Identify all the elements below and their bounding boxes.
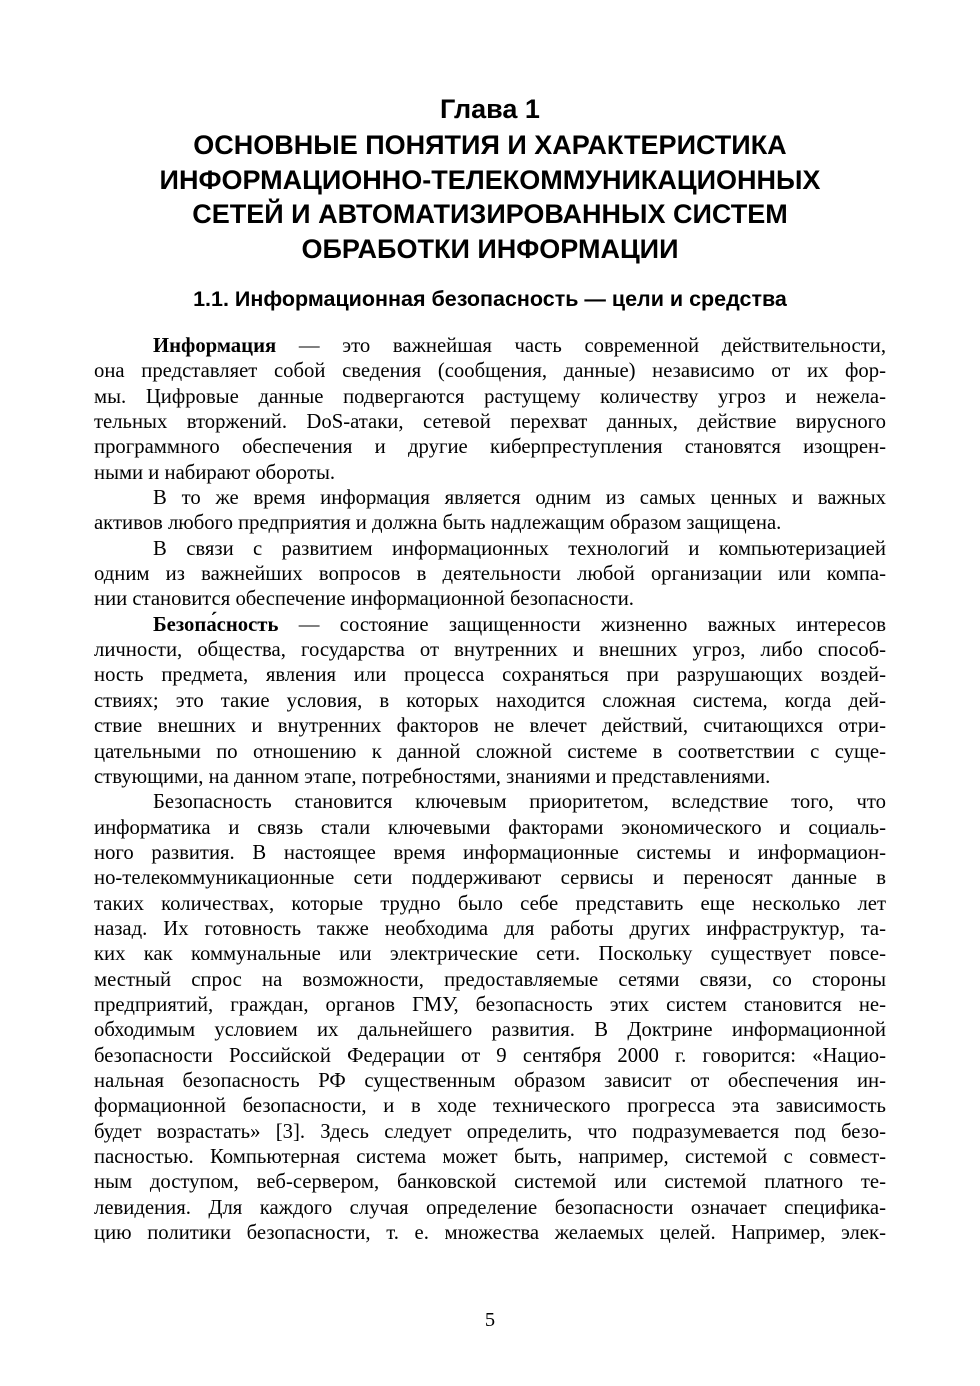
text-line: информатика и связь стали ключевыми факторами экономического и социаль- [94,816,886,839]
text-line: нии становится обеспечение информационной безопасности. [94,588,634,611]
text-line: В то же время информация является одним из самых ценных и важных [153,487,886,510]
text-line: ких как коммунальные или электрические сети. Поскольку существует повсе- [94,943,886,966]
term-security: Безопа́сность [153,613,279,636]
text-line: ность предмета, явления или процесса сохраняться при разрушающих воздей- [94,664,886,687]
line-text: — это важнейшая часть современной действительности, [276,335,886,357]
text-line: формационной безопасности, и в ходе технического прогресса эта зависимость [94,1095,886,1118]
chapter-label: Глава 1 [440,94,540,124]
text-line: личности, общества, государства от внутренних и внешних угроз, либо способ- [94,639,886,662]
text-line: цательными по отношению к данной сложной системе в соответствии с суще- [94,740,886,763]
text-line: цию политики безопасности, т. е. множества желаемых целей. Например, элек- [94,1222,886,1245]
text-line: пасностью. Компьютерная система может быть, например, системой с совмест- [94,1146,886,1168]
chapter-title [40,128,940,266]
text-line: мы. Цифровые данные подвергаются растущему количеству угроз и нежела- [94,385,886,408]
text-line: обходимым условием их дальнейшего развития. В Доктрине информационной [94,1019,886,1042]
text-line: нальная безопасность РФ существенным образом зависит от обеспечения ин- [94,1069,886,1092]
text-line: программного обеспечения и другие киберпреступления становятся изощрен- [94,436,886,459]
text-line: В связи с развитием информационных технологий и компьютеризацией [153,537,886,560]
text-line: ствующими, на данном этапе, потребностями, знаниями и представлениями. [94,765,771,788]
text-line: таких количествах, которые трудно было себе представить еще несколько лет [94,892,886,915]
text-line: ствиях; это такие условия, в которых находится сложная система, когда дей- [94,689,886,712]
line-text: — состояние защищенности жизненно важных интересов [278,613,886,636]
text-line: предприятий, граждан, органов ГМУ, безопасность этих систем становится не- [94,993,886,1016]
text-line [94,613,886,638]
text-line: ствие внешних и внутренних факторов не влечет действий, считающихся отри- [94,715,886,738]
section-title: 1.1. Информационная безопасность — цели и средства [193,287,787,311]
term-information: Информация [153,335,277,357]
text-line: но-телекоммуникационные сети поддерживают сервисы и переносят данные в [94,867,886,890]
chapter-title-line: СЕТЕЙ И АВТОМАТИЗИРОВАННЫХ СИСТЕМ [192,199,788,229]
text-line: тельных вторжений. DoS-атаки, сетевой перехват данных, действие вирусного [94,411,886,434]
text-line: Безопасность становится ключевым приоритетом, вследствие того, что [153,791,886,814]
page-number: 5 [484,1309,496,1331]
body-text [94,334,886,1246]
text-line: одним из важнейших вопросов в деятельности любой организации или компа- [94,563,886,586]
text-line: ным доступом, веб-сервером, банковской системой или системой платного те- [94,1171,886,1194]
chapter-title-line: ИНФОРМАЦИОННО-ТЕЛЕКОММУНИКАЦИОННЫХ [159,164,821,195]
text-line: местный спрос на возможности, предоставляемые сетями связи, со стороны [94,968,886,991]
text-line [94,334,886,359]
text-line: она представляет собой сведения (сообщения, данные) независимо от их фор- [94,360,886,383]
text-line: левидения. Для каждого случая определение безопасности означает специфика- [94,1196,886,1219]
chapter-title-line: ОБРАБОТКИ ИНФОРМАЦИИ [301,233,679,264]
text-line: будет возрастать» [3]. Здесь следует определить, что подразумевается под безо- [94,1120,886,1143]
text-line: активов любого предприятия и должна быть надлежащим образом защищена. [94,512,782,535]
chapter-title-line: ОСНОВНЫЕ ПОНЯТИЯ И ХАРАКТЕРИСТИКА [193,130,787,160]
text-line: безопасности Российской Федерации от 9 сентября 2000 г. говорится: «Нацио- [94,1044,886,1067]
text-line: назад. Их готовность также необходима для работы других инфраструктур, та- [94,917,886,940]
text-line: ными и набирают обороты. [94,461,336,484]
text-line: ного развития. В настоящее время информационные системы и информацион- [94,841,886,864]
